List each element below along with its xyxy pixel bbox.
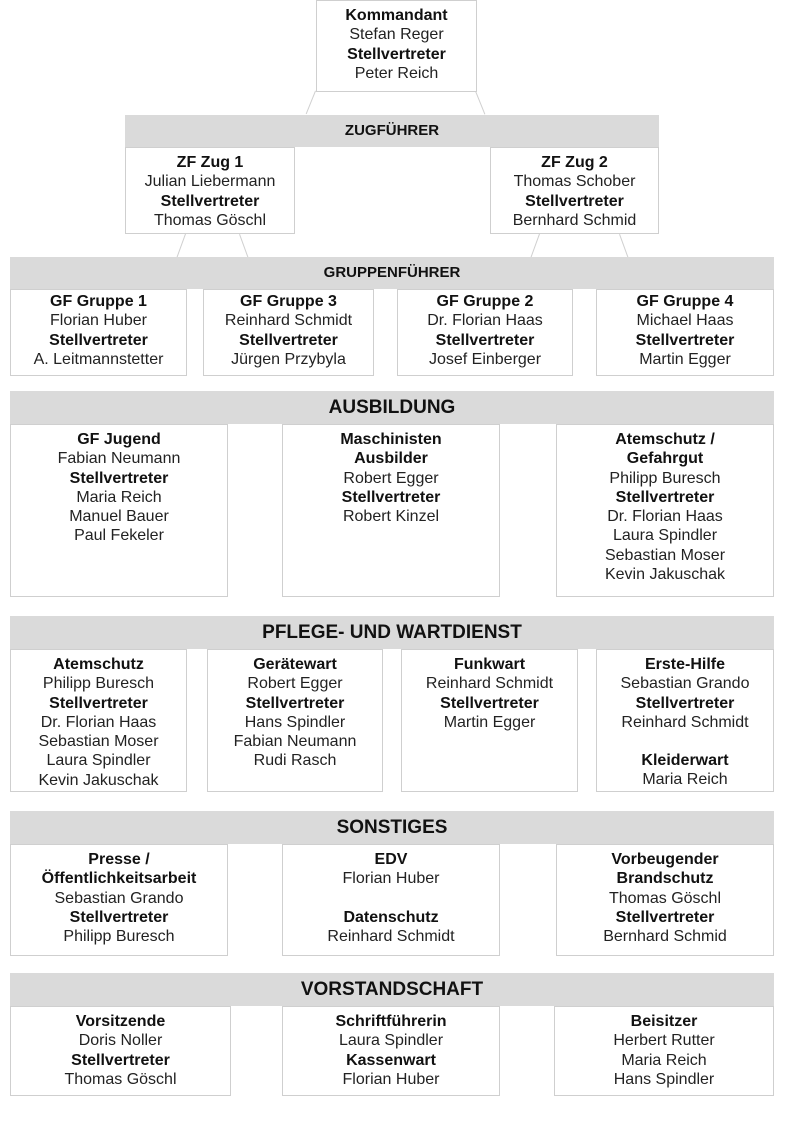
zug2-deputy-label: Stellvertreter — [525, 192, 624, 210]
beisitzer-title: Beisitzer — [630, 1013, 698, 1030]
edv-box — [282, 844, 500, 956]
brandschutz-name: Thomas Göschl — [608, 889, 722, 907]
zug1-deputy: Thomas Göschl — [153, 211, 267, 229]
gruppe1-title: GF Gruppe 1 — [50, 293, 147, 310]
jugend-deputy: Manuel Bauer — [69, 508, 169, 526]
maschinisten-title: Ausbilder — [354, 450, 428, 468]
geraetewart-name: Robert Egger — [247, 675, 343, 693]
pflege-atemschutz-deputy: Sebastian Moser — [38, 733, 159, 751]
atemschutz-gefahrgut-deputy: Dr. Florian Haas — [607, 508, 723, 526]
funkwart-deputy-label: Stellvertreter — [440, 694, 539, 712]
gruppe4-name: Michael Haas — [636, 312, 734, 330]
brandschutz-deputy-label: Stellvertreter — [615, 908, 715, 926]
jugend-deputy: Paul Fekeler — [74, 527, 164, 545]
gruppe3-box — [203, 289, 374, 376]
vorsitz-name: Doris Noller — [78, 1032, 163, 1050]
atemschutz-gefahrgut-deputy: Kevin Jakuschak — [604, 566, 726, 584]
funkwart-box — [401, 649, 578, 792]
presse-deputy-label: Stellvertreter — [69, 908, 169, 926]
presse-name: Sebastian Grando — [54, 889, 184, 907]
datenschutz-title: Datenschutz — [343, 908, 439, 926]
beisitzer-member: Herbert Rutter — [613, 1032, 715, 1050]
geraetewart-deputy: Hans Spindler — [244, 713, 346, 731]
connector-line — [239, 234, 248, 258]
atemschutz-gefahrgut-deputy: Laura Spindler — [612, 527, 718, 545]
kommandant-name: Stefan Reger — [349, 26, 444, 44]
presse-deputy: Philipp Buresch — [63, 928, 175, 946]
maschinisten-deputy-label: Stellvertreter — [341, 488, 441, 506]
vorsitz-deputy-label: Stellvertreter — [71, 1051, 170, 1069]
kommandant-deputy-label: Stellvertreter — [347, 45, 446, 63]
connector-line — [619, 234, 628, 258]
schrift-title: Schriftführerin — [335, 1013, 447, 1030]
brandschutz-title: Brandschutz — [616, 870, 714, 888]
pflege-atemschutz-deputy: Kevin Jakuschak — [38, 771, 159, 789]
brandschutz-deputy: Bernhard Schmid — [603, 928, 727, 946]
erste-hilfe-deputy: Reinhard Schmidt — [621, 713, 749, 731]
pflege-atemschutz-deputy-label: Stellvertreter — [49, 694, 148, 712]
pflege-atemschutz-deputy: Laura Spindler — [46, 752, 151, 770]
gruppe1-name: Florian Huber — [50, 312, 147, 330]
gruppenfuehrer-header: GRUPPENFÜHRER — [10, 257, 774, 289]
atemschutz-gefahrgut-box — [556, 424, 774, 597]
funkwart-title: Funkwart — [453, 656, 526, 673]
atemschutz-gefahrgut-title: Atemschutz / — [615, 431, 715, 448]
presse-title: Öffentlichkeitsarbeit — [41, 870, 197, 888]
pflege-atemschutz-box — [10, 649, 187, 792]
geraetewart-deputy: Rudi Rasch — [253, 752, 337, 770]
gruppe3-deputy: Jürgen Przybyla — [231, 350, 346, 368]
gruppe3-title: GF Gruppe 3 — [240, 293, 337, 310]
zug1-box — [125, 147, 295, 234]
zug1-title: ZF Zug 1 — [176, 154, 244, 171]
vorstand-header: VORSTANDSCHAFT — [10, 973, 774, 1006]
gruppe2-deputy-label: Stellvertreter — [435, 331, 535, 349]
jugend-box — [10, 424, 228, 597]
zugfuehrer-header: ZUGFÜHRER — [125, 115, 659, 147]
brandschutz-box — [556, 844, 774, 956]
kassenwart-name: Florian Huber — [342, 1070, 440, 1088]
atemschutz-gefahrgut-deputy: Sebastian Moser — [604, 546, 726, 564]
maschinisten-box — [282, 424, 500, 597]
kassenwart-title: Kassenwart — [346, 1051, 436, 1069]
geraetewart-deputy-label: Stellvertreter — [245, 694, 345, 712]
atemschutz-gefahrgut-name: Philipp Buresch — [609, 469, 721, 487]
vorsitz-title: Vorsitzende — [75, 1013, 166, 1030]
sonstiges-header: SONSTIGES — [10, 811, 774, 844]
funkwart-name: Reinhard Schmidt — [425, 675, 554, 693]
erste-hilfe-title: Erste-Hilfe — [644, 656, 726, 673]
gruppe4-title: GF Gruppe 4 — [636, 293, 734, 310]
zug2-deputy: Bernhard Schmid — [512, 211, 637, 229]
jugend-name: Fabian Neumann — [57, 450, 181, 468]
connector-line — [177, 234, 186, 258]
gruppe1-deputy: A. Leitmannstetter — [33, 350, 164, 368]
gruppe3-name: Reinhard Schmidt — [224, 312, 353, 330]
gruppe4-deputy: Martin Egger — [639, 350, 731, 368]
connector-line — [306, 91, 316, 115]
datenschutz-name: Reinhard Schmidt — [327, 927, 455, 945]
jugend-deputy: Maria Reich — [76, 488, 162, 506]
gruppe2-box — [397, 289, 573, 376]
beisitzer-box — [554, 1006, 774, 1096]
geraetewart-box — [207, 649, 383, 792]
geraetewart-title: Gerätewart — [253, 656, 337, 673]
pflege-atemschutz-deputy: Dr. Florian Haas — [40, 713, 157, 731]
gruppe2-name: Dr. Florian Haas — [427, 312, 543, 330]
maschinisten-deputy: Robert Kinzel — [342, 508, 440, 526]
beisitzer-member: Hans Spindler — [613, 1070, 715, 1088]
edv-title: EDV — [374, 851, 408, 868]
erste-hilfe-deputy-label: Stellvertreter — [635, 694, 735, 712]
beisitzer-member: Maria Reich — [621, 1051, 707, 1069]
erste-hilfe-name: Sebastian Grando — [620, 675, 750, 693]
connector-line — [475, 91, 485, 115]
zug2-name: Thomas Schober — [513, 173, 636, 191]
zug1-deputy-label: Stellvertreter — [160, 192, 260, 210]
kommandant-box — [316, 0, 477, 92]
geraetewart-deputy: Fabian Neumann — [233, 733, 357, 751]
gruppe2-deputy: Josef Einberger — [428, 350, 542, 368]
gruppe4-deputy-label: Stellvertreter — [635, 331, 735, 349]
gruppe1-box — [10, 289, 187, 376]
atemschutz-gefahrgut-title: Gefahrgut — [626, 450, 704, 468]
maschinisten-title: Maschinisten — [340, 431, 442, 448]
kommandant-title: Kommandant — [345, 7, 448, 24]
edv-name: Florian Huber — [342, 870, 440, 888]
kleiderwart-title: Kleiderwart — [641, 752, 729, 770]
zug2-box — [490, 147, 659, 234]
brandschutz-title: Vorbeugender — [611, 851, 719, 868]
pflege-header: PFLEGE- UND WARTDIENST — [10, 616, 774, 649]
jugend-deputy-label: Stellvertreter — [69, 469, 169, 487]
presse-title: Presse / — [88, 851, 150, 868]
zug2-title: ZF Zug 2 — [541, 154, 608, 171]
gruppe1-deputy-label: Stellvertreter — [49, 331, 148, 349]
schrift-box — [282, 1006, 500, 1096]
jugend-title: GF Jugend — [77, 431, 161, 448]
schrift-name: Laura Spindler — [338, 1032, 444, 1050]
funkwart-deputy: Martin Egger — [443, 713, 536, 731]
ausbildung-header: AUSBILDUNG — [10, 391, 774, 424]
kleiderwart-name: Maria Reich — [642, 771, 728, 789]
pflege-atemschutz-title: Atemschutz — [53, 656, 144, 673]
pflege-atemschutz-name: Philipp Buresch — [42, 675, 155, 693]
maschinisten-name: Robert Egger — [343, 469, 439, 487]
connector-line — [531, 234, 540, 258]
vorsitz-box — [10, 1006, 231, 1096]
gruppe3-deputy-label: Stellvertreter — [239, 331, 338, 349]
gruppe2-title: GF Gruppe 2 — [436, 293, 534, 310]
erste-hilfe-box — [596, 649, 774, 792]
kommandant-deputy: Peter Reich — [354, 64, 439, 82]
atemschutz-gefahrgut-deputy-label: Stellvertreter — [615, 488, 715, 506]
vorsitz-deputy: Thomas Göschl — [64, 1070, 177, 1088]
presse-box — [10, 844, 228, 956]
zug1-name: Julian Liebermann — [144, 173, 276, 191]
gruppe4-box — [596, 289, 774, 376]
